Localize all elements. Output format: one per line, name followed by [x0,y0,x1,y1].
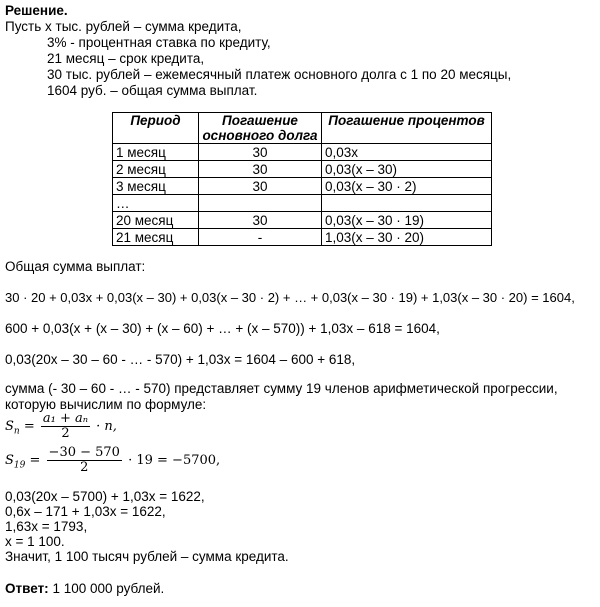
formula-denominator: 2 [61,426,70,441]
formula-fraction [47,446,122,475]
table-row [113,229,492,246]
formula-lhs: S [5,453,14,468]
table-header: Погашение основного долга [199,113,322,144]
formula-rhs: · 19 = −5700, [128,453,221,468]
formula-sum-n: $S_n$ = $\frac{\text{a₁ + aₙ}}{2}$ · n, [5,411,117,441]
intro-line: 21 месяц – срок кредита, [47,51,205,66]
table-cell: 20 месяц [113,212,199,229]
table-cell: 30 [199,144,322,161]
table-header: Период [113,113,199,144]
table-cell: 2 месяц [113,161,199,178]
formula-fraction [41,412,90,441]
payment-table [112,112,492,246]
table-row [113,161,492,178]
formula-numerator: −30 − 570 [48,445,120,460]
table-cell: 0,03(x – 30 · 19) [322,212,492,229]
step-line: Значит, 1 100 тысяч рублей – сумма кредита. [5,549,289,564]
table-cell: 0,03(x – 30) [322,161,492,178]
table-cell [322,195,492,212]
formula-numerator: a₁ + aₙ [42,411,89,426]
step-line: 1,63x = 1793, [5,519,88,534]
table-cell: 1 месяц [113,144,199,161]
formula-sum-19: $S_{19}$ = $\frac{-30 - 570}{2}$ · 19 = −5700, [5,445,221,475]
table-row [113,195,492,212]
table-row [113,144,492,161]
sum-text: которую вычислим по формуле: [5,397,207,412]
sum-text: сумма (- 30 – 60 - … - 570) представляет сумму 19 членов арифметической прогрессии, [5,381,558,396]
table-row [113,212,492,229]
formula-denominator: 2 [80,460,89,475]
table-cell: 30 [199,161,322,178]
table-cell: 1,03(x – 30 · 20) [322,229,492,246]
table-cell: 30 [199,178,322,195]
equation-3: 0,03(20x – 30 – 60 - … - 570) + 1,03x = 1604 – 600 + 618, [5,352,356,367]
equation-1: 30 · 20 + 0,03x + 0,03(x – 30) + 0,03(x – 30 · 2) + … + 0,03(x – 30 · 19) + 1,03(x – 30 · 20) = 1604, [5,290,575,305]
formula-rhs: · n, [96,419,117,434]
table-cell: 0,03(x – 30 · 2) [322,178,492,195]
answer-label: Ответ: [5,581,49,596]
formula-lhs: S [5,419,14,434]
table-cell: 3 месяц [113,178,199,195]
step-line: 0,03(20x – 5700) + 1,03x = 1622, [5,489,205,504]
formula-lhs-sub: n [13,426,20,437]
table-cell: 30 [199,212,322,229]
intro-line: 30 тыс. рублей – ежемесячный платеж основного долга с 1 по 20 месяцы, [47,67,512,82]
solution-heading: Решение. [5,3,68,18]
answer [5,581,164,597]
equation-2: 600 + 0,03(x + (x – 30) + (x – 60) + … + (x – 570)) + 1,03x – 618 = 1604, [5,321,440,336]
table-cell [199,195,322,212]
table-cell: - [199,229,322,246]
table-header-row [113,113,492,144]
table-cell: … [113,195,199,212]
total-label: Общая сумма выплат: [5,259,146,274]
table-cell: 0,03x [322,144,492,161]
table-row [113,178,492,195]
step-line: 0,6x – 171 + 1,03x = 1622, [5,504,166,519]
table-cell: 21 месяц [113,229,199,246]
step-line: x = 1 100. [5,534,65,549]
intro-line: Пусть x тыс. рублей – сумма кредита, [5,19,242,34]
intro-line: 3% - процентная ставка по кредиту, [47,35,271,50]
answer-value: 1 100 000 рублей. [52,581,165,596]
table-header: Погашение процентов [322,113,492,144]
intro-line: 1604 руб. – общая сумма выплат. [47,83,258,98]
formula-lhs-sub: 19 [13,460,26,471]
